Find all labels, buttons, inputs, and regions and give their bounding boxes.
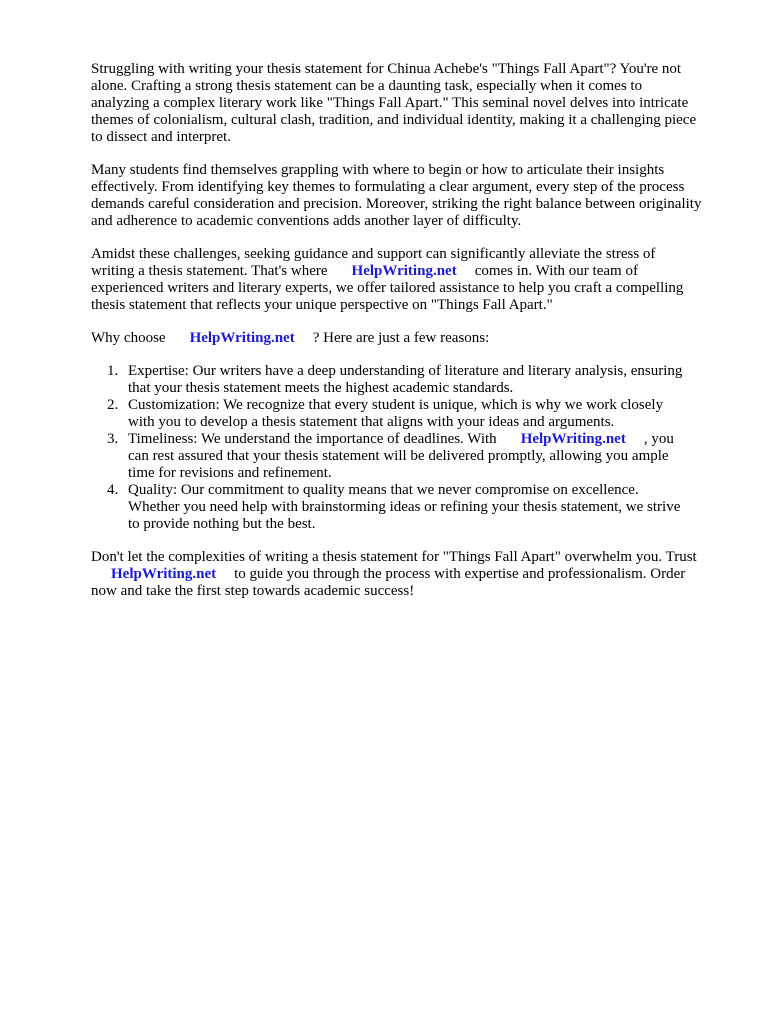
text-line: themes of colonialism, cultural clash, tradition, and individual identity, making it a challenging piece	[91, 112, 697, 128]
text-segment: to guide you through the process with expertise and professionalism. Order	[234, 566, 686, 582]
text-line: time for revisions and refinement.	[128, 465, 332, 481]
text-line	[128, 431, 741, 448]
text-line: thesis statement that reflects your unique perspective on "Things Fall Apart."	[91, 297, 553, 313]
intro-paragraph	[91, 61, 741, 146]
text-line: analyzing a complex literary work like "Things Fall Apart." This seminal novel delves into intricate	[91, 95, 689, 111]
helpwriting-link[interactable]: HelpWriting.net	[351, 263, 457, 279]
list-item	[91, 431, 741, 482]
text-line: Customization: We recognize that every student is unique, which is why we work closely	[128, 397, 664, 413]
text-segment: ? Here are just a few reasons:	[312, 330, 490, 346]
text-segment: comes in. With our team of	[474, 263, 638, 279]
list-item	[91, 397, 741, 431]
text-line: with you to develop a thesis statement that aligns with your ideas and arguments.	[128, 414, 615, 430]
helpwriting-link[interactable]: HelpWriting.net	[189, 330, 295, 346]
text-line: Struggling with writing your thesis statement for Chinua Achebe's "Things Fall Apart"? You're not	[91, 61, 682, 77]
text-line: Quality: Our commitment to quality means that we never compromise on excellence.	[128, 482, 639, 498]
service-paragraph	[91, 246, 741, 314]
text-line: experienced writers and literary experts, we offer tailored assistance to help you craft a compelling	[91, 280, 684, 296]
text-line: that your thesis statement meets the highest academic standards.	[128, 380, 514, 396]
text-line: Don't let the complexities of writing a thesis statement for "Things Fall Apart" overwhelm you. Trust	[91, 549, 697, 565]
helpwriting-link[interactable]: HelpWriting.net	[111, 566, 217, 582]
text-line: now and take the first step towards academic success!	[91, 583, 415, 599]
list-item	[91, 363, 741, 397]
text-line	[91, 263, 741, 280]
closing-paragraph	[91, 549, 741, 600]
text-segment: Timeliness: We understand the importance of deadlines. With	[128, 431, 497, 447]
reasons-list	[91, 363, 741, 533]
text-segment: writing a thesis statement. That's where	[91, 263, 328, 279]
text-line	[91, 330, 741, 347]
list-number: 4.	[107, 482, 119, 498]
text-line	[91, 566, 741, 583]
text-line: alone. Crafting a strong thesis statement can be a daunting task, especially when it comes to	[91, 78, 643, 94]
document-page	[91, 61, 741, 616]
list-number: 1.	[107, 363, 119, 379]
text-line: effectively. From identifying key themes to formulating a clear argument, every step of the process	[91, 179, 685, 195]
text-line: Whether you need help with brainstorming ideas or refining your thesis statement, we strive	[128, 499, 681, 515]
text-line: Amidst these challenges, seeking guidance and support can significantly alleviate the stress of	[91, 246, 656, 262]
list-item	[91, 482, 741, 533]
text-line: Expertise: Our writers have a deep understanding of literature and literary analysis, ensuring	[128, 363, 683, 379]
list-number: 3.	[107, 431, 119, 447]
challenges-paragraph	[91, 162, 741, 230]
helpwriting-link[interactable]: HelpWriting.net	[520, 431, 626, 447]
text-segment: , you	[643, 431, 674, 447]
text-line: Many students find themselves grappling with where to begin or how to articulate their insights	[91, 162, 665, 178]
text-segment: Why choose	[91, 330, 166, 346]
text-line: can rest assured that your thesis statement will be delivered promptly, allowing you ample	[128, 448, 669, 464]
why-choose-paragraph	[91, 330, 741, 347]
text-line: to provide nothing but the best.	[128, 516, 316, 532]
text-line: demands careful consideration and precision. Moreover, striking the right balance between originality	[91, 196, 702, 212]
text-line: and adherence to academic conventions adds another layer of difficulty.	[91, 213, 522, 229]
text-line: to dissect and interpret.	[91, 129, 231, 145]
list-number: 2.	[107, 397, 119, 413]
